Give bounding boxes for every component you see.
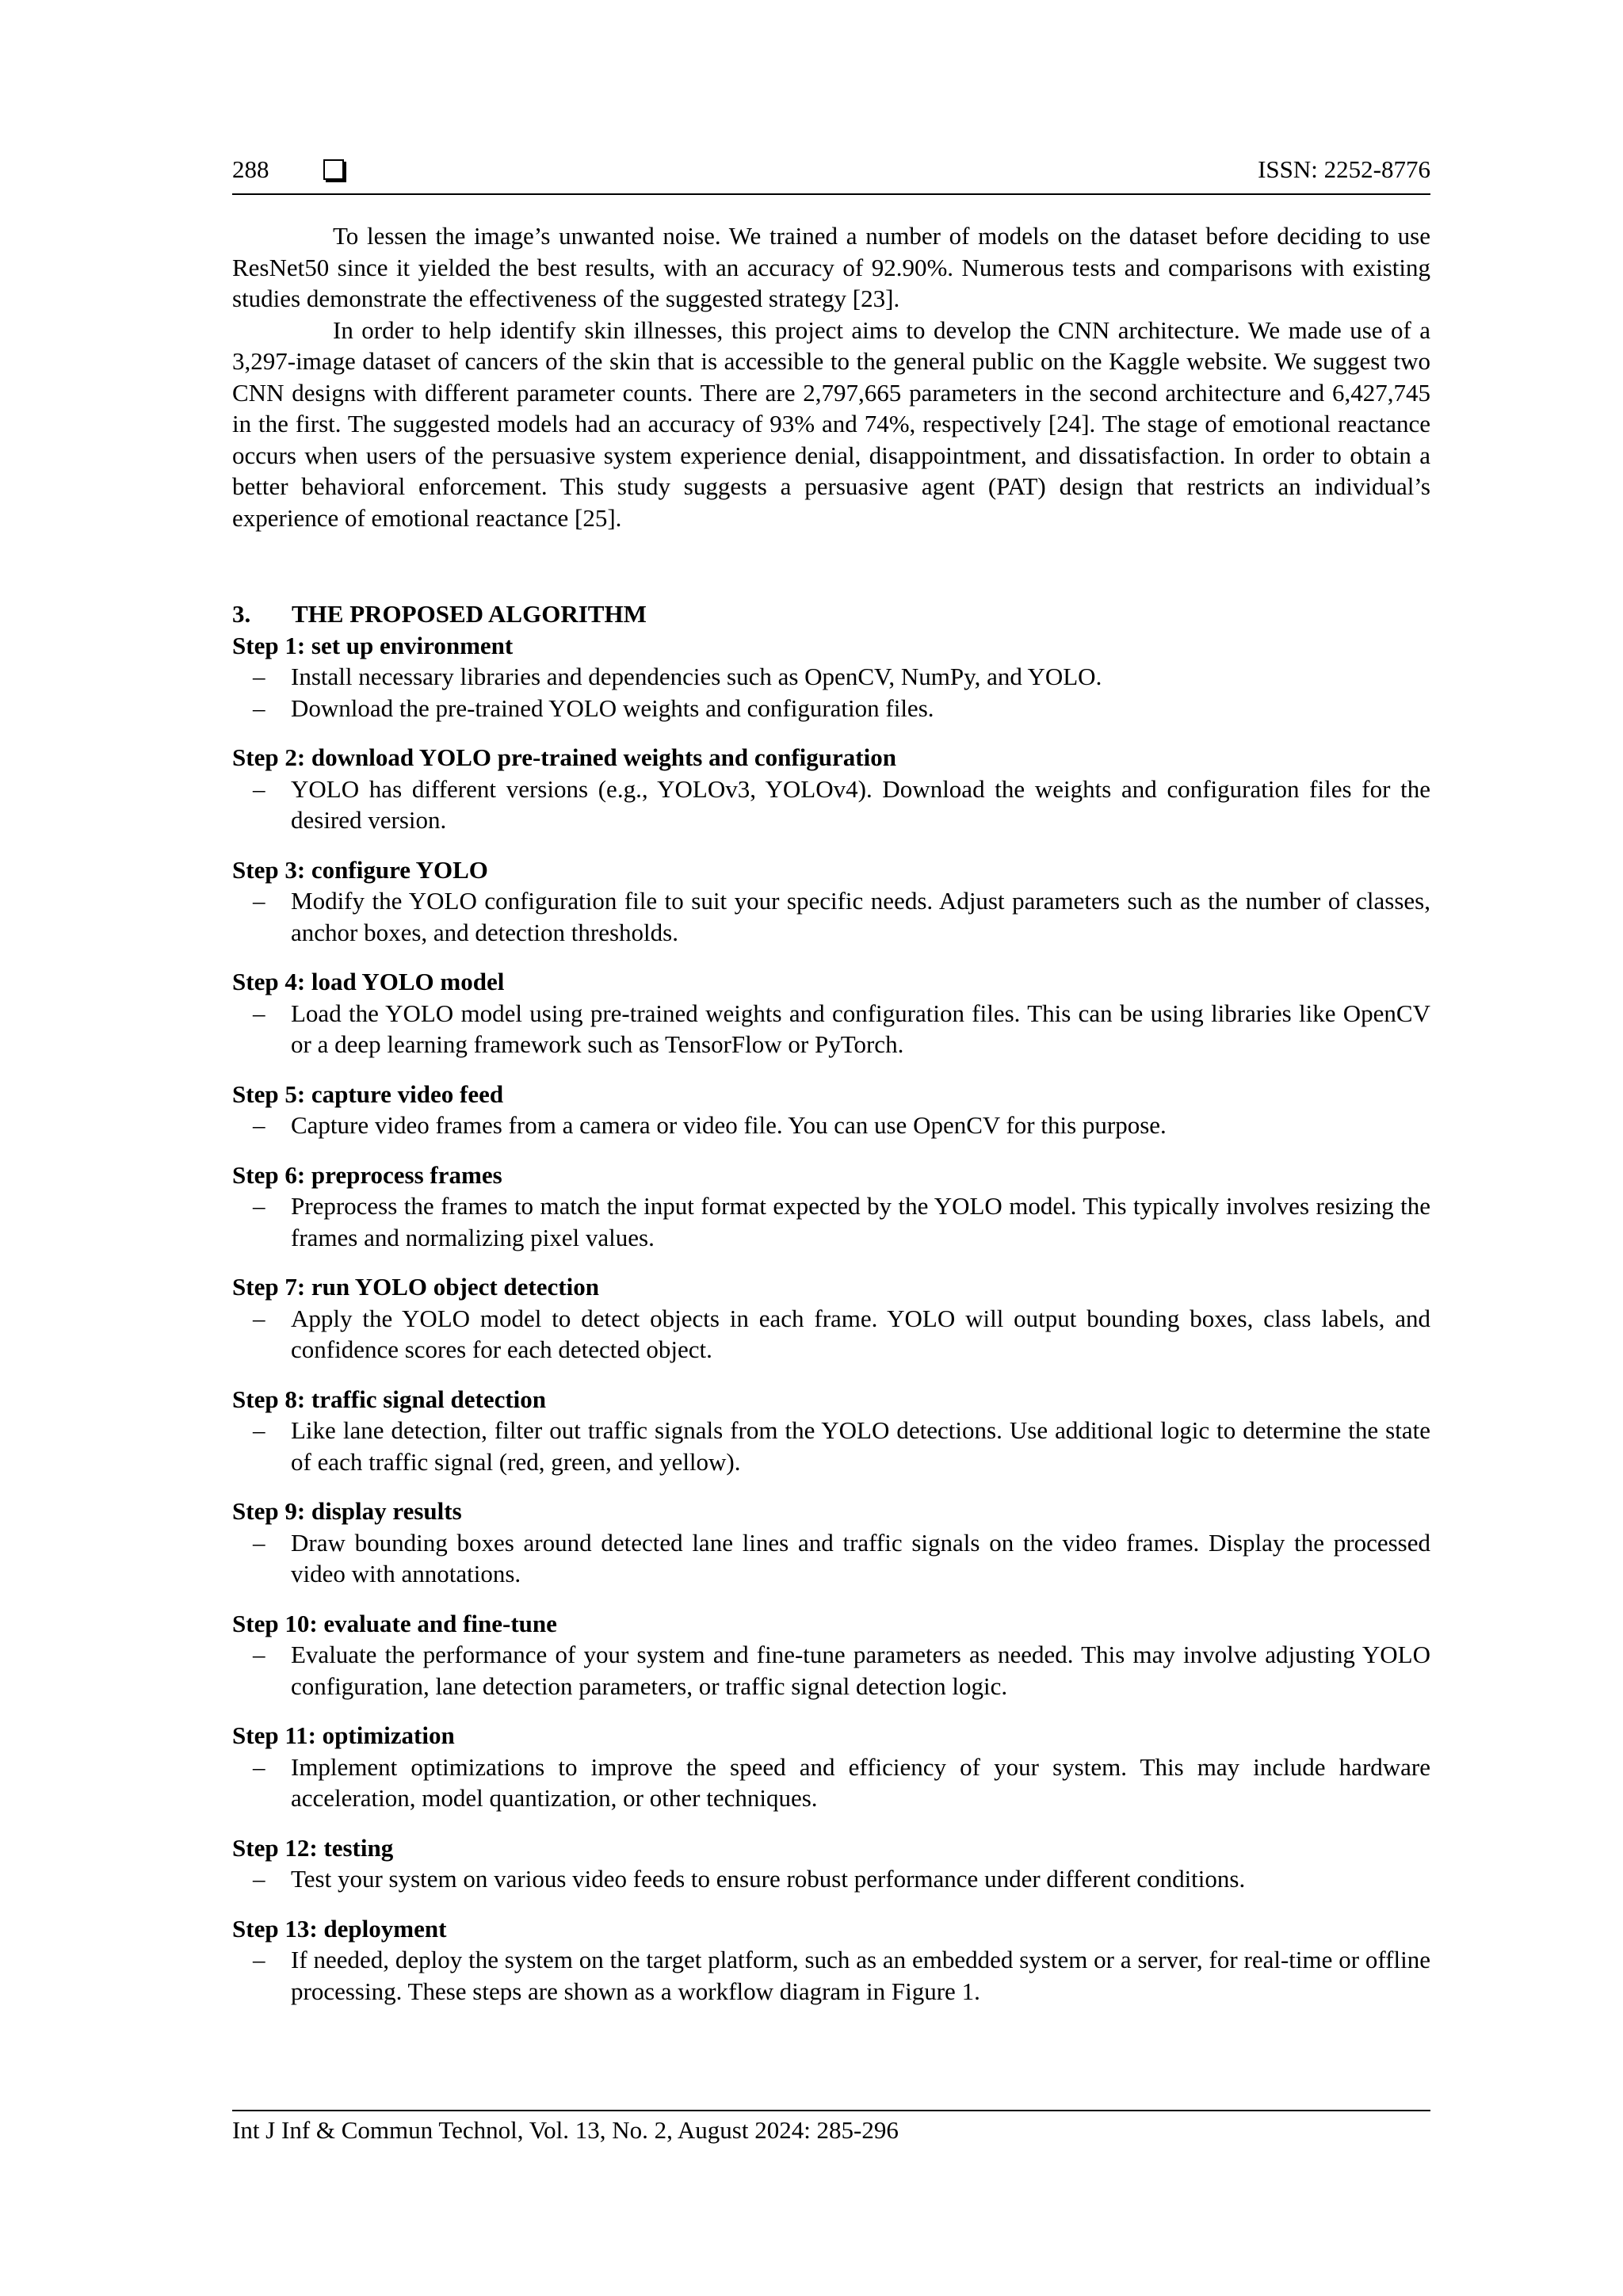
step-title: Step 4: load YOLO model — [232, 968, 505, 995]
dash-bullet-icon: – — [253, 1528, 265, 1557]
step-bullet-list — [232, 1863, 1430, 1895]
step-bullet — [232, 1863, 1430, 1895]
step-bullet-text: Preprocess the frames to match the input format expected by the YOLO model. This typically involves resizing the frames and normalizing pixel values. — [291, 1192, 1430, 1251]
steps-list — [232, 630, 1430, 2008]
step-bullet-text: Load the YOLO model using pre-trained weights and configuration files. This can be using libraries like OpenCV or a deep learning framework such as TensorFlow or PyTorch. — [291, 999, 1430, 1058]
step-item — [232, 1720, 1430, 1814]
dash-bullet-icon: – — [253, 1304, 265, 1332]
step-bullet-text: Evaluate the performance of your system and fine-tune parameters as needed. This may involve adjusting YOLO configuration, lane detection parameters, or traffic signal detection logic. — [291, 1641, 1430, 1700]
step-item — [232, 854, 1430, 949]
step-bullet-text: YOLO has different versions (e.g., YOLOv3, YOLOv4). Download the weights and configuration files for the desired version. — [291, 774, 1430, 834]
step-bullet — [232, 1527, 1430, 1590]
step-item — [232, 1608, 1430, 1702]
step-bullet-list — [232, 661, 1430, 724]
step-bullet-text: If needed, deploy the system on the target platform, such as an embedded system or a server, for real-time or offline processing. These steps are shown as a workflow diagram in Figure 1. — [291, 1946, 1430, 2005]
step-bullet-text: Apply the YOLO model to detect objects in each frame. YOLO will output bounding boxes, class labels, and confidence scores for each detected object. — [291, 1304, 1430, 1363]
step-bullet-list — [232, 1110, 1430, 1141]
dash-bullet-icon: – — [253, 1192, 265, 1220]
step-bullet — [232, 774, 1430, 836]
step-bullet-text: Implement optimizations to improve the speed and efficiency of your system. This may include hardware acceleration, model quantization, or other techniques. — [291, 1752, 1430, 1812]
page-header — [232, 155, 1430, 195]
dash-bullet-icon: – — [253, 1946, 265, 1973]
step-item — [232, 1079, 1430, 1141]
step-bullet — [232, 1303, 1430, 1366]
page-number: 288 — [232, 155, 269, 183]
step-bullet — [232, 661, 1430, 693]
issn-label: ISSN: 2252-8776 — [1258, 155, 1430, 183]
step-item — [232, 1496, 1430, 1590]
step-bullet-text: Like lane detection, filter out traffic signals from the YOLO detections. Use additional logic to determine the state of each traffic signal (red, green, and yellow). — [291, 1416, 1430, 1476]
step-bullet-list — [232, 998, 1430, 1060]
step-title: Step 10: evaluate and fine-tune — [232, 1609, 557, 1637]
step-bullet — [232, 1944, 1430, 2007]
dash-bullet-icon: – — [253, 1111, 265, 1139]
section-title: THE PROPOSED ALGORITHM — [292, 600, 647, 628]
step-bullet — [232, 1752, 1430, 1814]
step-bullet-text: Capture video frames from a camera or video file. You can use OpenCV for this purpose. — [291, 1111, 1167, 1139]
step-bullet-text: Test your system on various video feeds to ensure robust performance under different conditions. — [291, 1865, 1246, 1893]
step-item — [232, 1159, 1430, 1254]
page — [232, 0, 1430, 2296]
step-bullet-text: Modify the YOLO configuration file to suit your specific needs. Adjust parameters such as the number of classes, anchor boxes, and detection thresholds. — [291, 887, 1430, 946]
page-footer — [232, 2110, 1430, 2146]
step-item — [232, 1832, 1430, 1895]
step-bullet-text: Install necessary libraries and dependencies such as OpenCV, NumPy, and YOLO. — [291, 663, 1102, 690]
dash-bullet-icon: – — [253, 774, 265, 803]
step-bullet-list — [232, 1415, 1430, 1477]
step-bullet — [232, 998, 1430, 1060]
dash-bullet-icon: – — [253, 999, 265, 1027]
step-title: Step 8: traffic signal detection — [232, 1385, 547, 1413]
step-bullet-list — [232, 885, 1430, 948]
step-title: Step 12: testing — [232, 1833, 394, 1862]
step-title: Step 11: optimization — [232, 1721, 455, 1749]
step-title: Step 1: set up environment — [232, 631, 514, 659]
dash-bullet-icon: – — [253, 693, 265, 722]
step-bullet — [232, 693, 1430, 724]
section-number: 3. — [232, 600, 251, 628]
step-title: Step 13: deployment — [232, 1914, 447, 1943]
step-bullet — [232, 1110, 1430, 1141]
step-bullet-list — [232, 1303, 1430, 1366]
section-heading — [232, 598, 1430, 630]
paragraph: To lessen the image’s unwanted noise. We trained a number of models on the dataset before deciding to use ResNet50 since it yielded the best results, with an accuracy of 92.90%. Numerous tests and comparisons with existing studies demonstrate the effectiveness of the suggested strategy [23]. — [232, 222, 1430, 312]
dash-bullet-icon: – — [253, 887, 265, 915]
dash-bullet-icon: – — [253, 1865, 265, 1893]
step-title: Step 7: run YOLO object detection — [232, 1273, 599, 1301]
step-bullet-list — [232, 1527, 1430, 1590]
step-title: Step 5: capture video feed — [232, 1079, 504, 1108]
step-item — [232, 630, 1430, 724]
article-body — [232, 220, 1430, 2007]
step-item — [232, 966, 1430, 1060]
step-bullet — [232, 885, 1430, 948]
square-bullet-icon — [323, 159, 344, 180]
step-bullet-text: Draw bounding boxes around detected lane lines and traffic signals on the video frames. Display the processed video with annotations. — [291, 1528, 1430, 1587]
dash-bullet-icon: – — [253, 663, 265, 690]
step-item — [232, 1271, 1430, 1366]
step-bullet-list — [232, 774, 1430, 836]
paragraph: In order to help identify skin illnesses, this project aims to develop the CNN architecture. We made use of a 3,297-image dataset of cancers of the skin that is accessible to the general public on the Kaggle website. We suggest two CNN designs with different parameter counts. There are 2,797,665 parameters in the second architecture and 6,427,745 in the first. The suggested models had an accuracy of 93% and 74%, respectively [24]. The stage of emotional reactance occurs when users of the persuasive system experience denial, disappointment, and dissatisfaction. In order to obtain a better behavioral enforcement. This study suggests a persuasive agent (PAT) design that restricts an individual’s experience of emotional reactance [25]. — [232, 315, 1430, 532]
step-title: Step 2: download YOLO pre-trained weights and configuration — [232, 743, 896, 771]
step-bullet — [232, 1415, 1430, 1477]
step-bullet — [232, 1190, 1430, 1253]
dash-bullet-icon: – — [253, 1416, 265, 1444]
step-bullet-list — [232, 1639, 1430, 1702]
step-item — [232, 742, 1430, 836]
step-bullet-text: Download the pre-trained YOLO weights and configuration files. — [291, 693, 934, 722]
step-title: Step 3: configure YOLO — [232, 855, 488, 884]
step-title: Step 9: display results — [232, 1497, 462, 1525]
step-bullet-list — [232, 1752, 1430, 1814]
step-bullet — [232, 1639, 1430, 1702]
step-bullet-list — [232, 1944, 1430, 2007]
step-item — [232, 1913, 1430, 2008]
step-item — [232, 1384, 1430, 1478]
step-title: Step 6: preprocess frames — [232, 1160, 502, 1189]
journal-citation: Int J Inf & Commun Technol, Vol. 13, No. 2, August 2024: 285-296 — [232, 2116, 899, 2144]
dash-bullet-icon: – — [253, 1641, 265, 1668]
dash-bullet-icon: – — [253, 1752, 265, 1781]
step-bullet-list — [232, 1190, 1430, 1253]
